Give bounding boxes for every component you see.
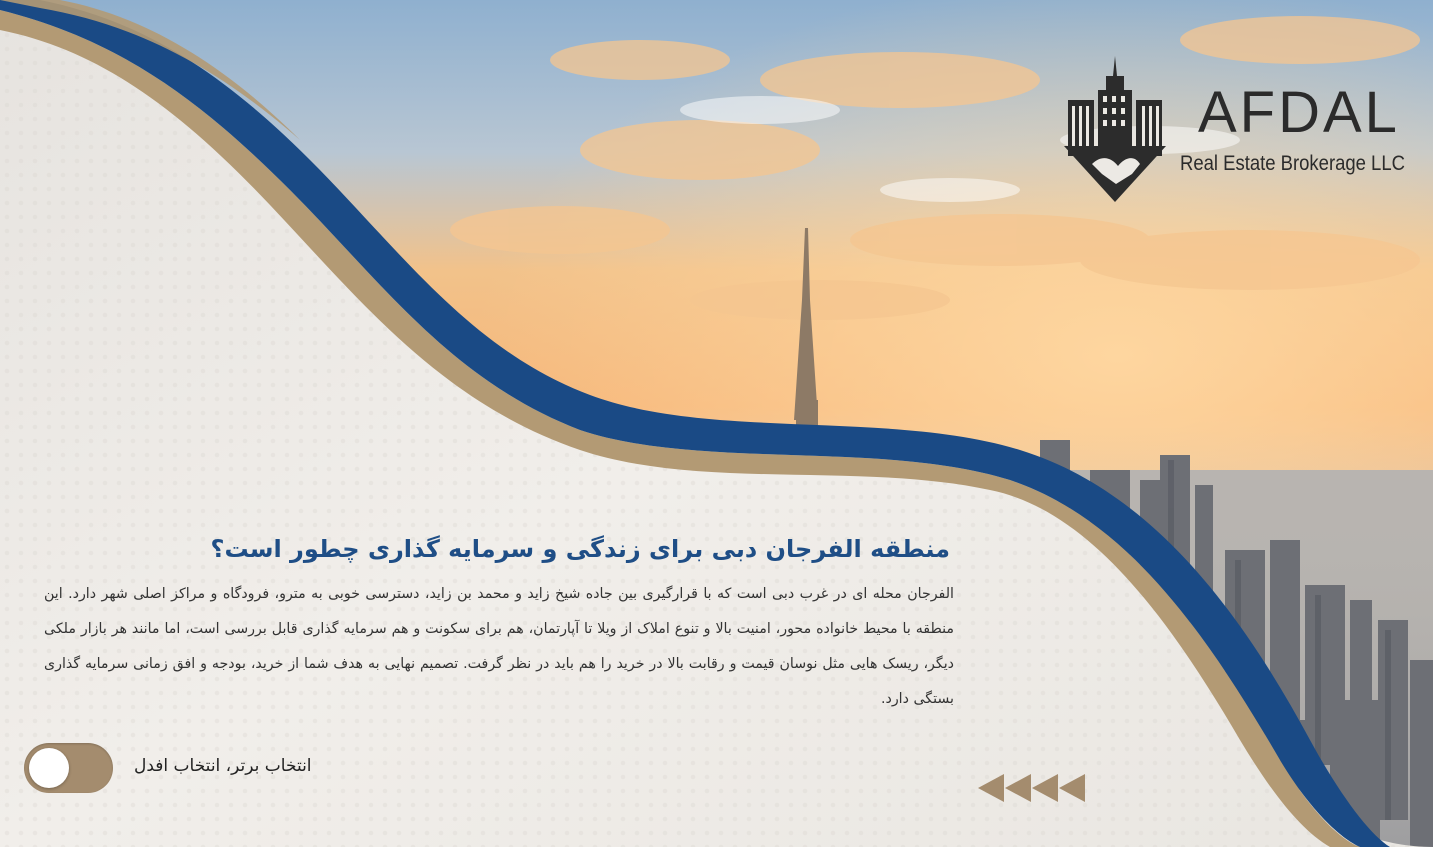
article-body: الفرجان محله ای در غرب دبی است که با قرارگیری بین جاده شیخ زاید و محمد بن زاید، دسترسی خوبی به مترو، فرودگاه و مراکز اصلی شهر دارد. این منطقه با محیط خانواده محور، امنیت بالا و تنوع املاک از ویلا تا آپارتمان، هم برای سکونت و هم سرمایه گذاری قابل بررسی است، اما مانند هر بازار ملکی دیگر، ریسک هایی مثل نوسان قیمت و رقابت بالا در خرید را هم باید در نظر گرفت. تصمیم نهایی به هدف شما از خرید، بودجه و افق زمانی سرمایه گذاری بستگی دارد. [44, 586, 954, 707]
toggle-label: انتخاب برتر، انتخاب افدل [134, 756, 312, 776]
brand-logo[interactable] [1062, 54, 1422, 204]
brand-tagline: Real Estate Brokerage LLC [1180, 152, 1405, 175]
toggle-switch[interactable] [24, 743, 113, 793]
chevron-left-triple-icon[interactable] [978, 772, 1086, 804]
building-handshake-logo-icon [1062, 54, 1168, 204]
brand-name: AFDAL [1198, 80, 1400, 145]
article-section [44, 535, 954, 717]
article-title: منطقه الفرجان دبی برای زندگی و سرمایه گذاری چطور است؟ [210, 535, 950, 563]
toggle-knob [29, 748, 69, 788]
